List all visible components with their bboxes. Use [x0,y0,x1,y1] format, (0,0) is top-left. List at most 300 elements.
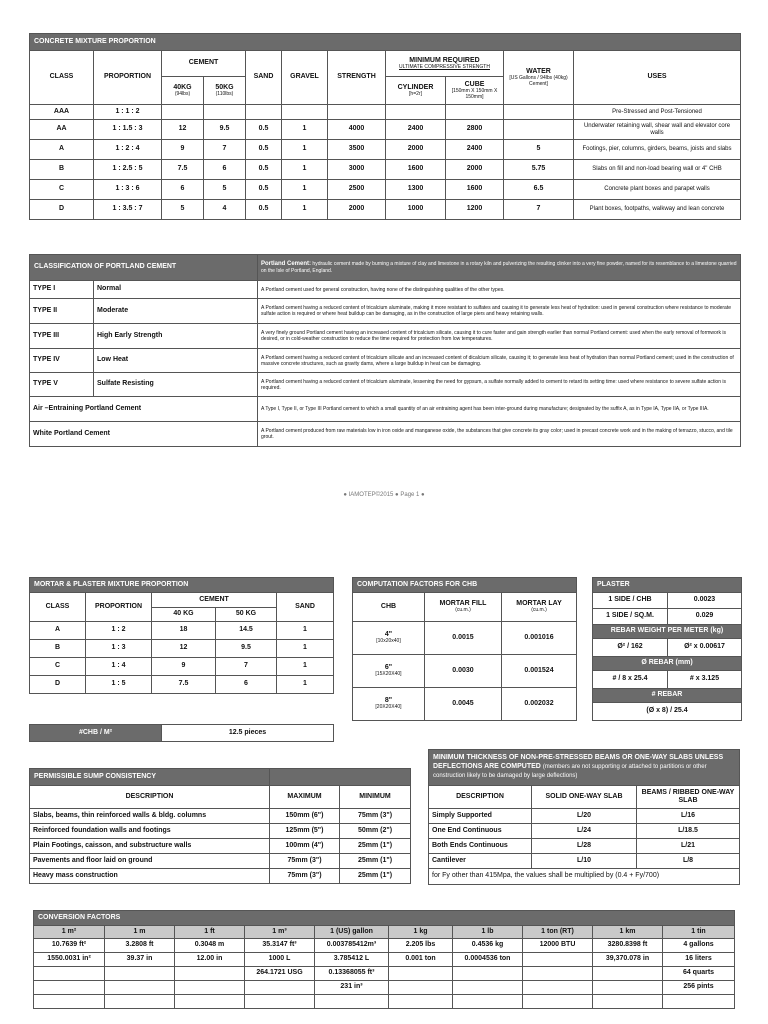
portland-row [30,373,741,397]
portland-name: Moderate [94,299,258,324]
conversion-cell [389,981,453,995]
mortar-col-class: CLASS [30,593,86,622]
portland-wide-desc: A Type I, Type II, or Type III Portland cement to which a small quantity of an air entraining agent has been inter-ground during manufacture; designated by the suffix A, as in Type IA, Type IIA, or Type IIIA. [258,397,741,422]
concrete-cell [282,105,328,120]
conversion-cell [663,995,735,1009]
col-gravel: GRAVEL [282,51,328,105]
rebar-no-formula: (Ø x 8) / 25.4 [593,703,742,721]
concrete-row [30,200,741,220]
concrete-cell: 1 [282,180,328,200]
slump-desc: Plain Footings, caisson, and substructure walls [30,839,270,854]
concrete-cell: Slabs on fill and non-load bearing wall or 4" CHB [574,160,741,180]
conversion-row [34,953,735,967]
chb-size-label: 4" [384,631,393,639]
mortar-col-sand: SAND [277,593,334,622]
concrete-cell: 5 [162,200,204,220]
chb-size-dims: [10x20x40] [376,638,401,645]
concrete-cell: 7 [504,200,574,220]
portland-row [30,324,741,349]
conversion-cell: 231 in³ [315,981,389,995]
slump-max: 100mm (4") [270,839,340,854]
concrete-cell: 2000 [386,140,446,160]
conversion-cell [453,981,523,995]
conversion-cell: 1550.0031 in² [34,953,105,967]
mortar-cell: 1 : 5 [86,676,152,694]
mortar-cell: 1 [277,658,334,676]
plaster-table [592,577,742,721]
mortar-title: MORTAR & PLASTER MIXTURE PROPORTION [30,578,334,593]
concrete-cell [504,105,574,120]
concrete-cell: 1200 [446,200,504,220]
mortar-col-50kg: 50 KG [216,608,277,622]
concrete-cell: 1 : 1 : 2 [94,105,162,120]
concrete-cell: 0.5 [246,160,282,180]
slump-min: 50mm (2") [340,824,411,839]
concrete-cell: 9 [162,140,204,160]
chb-fill: 0.0015 [425,622,502,655]
chb-col-chb: CHB [353,593,425,622]
chb-row [353,622,577,655]
concrete-cell: 1 : 3 : 6 [94,180,162,200]
concrete-cell: 5 [504,140,574,160]
conversion-col-header: 1 m³ [245,926,315,939]
concrete-cell: 1 : 3.5 : 7 [94,200,162,220]
concrete-cell: 2500 [328,180,386,200]
chb-lay: 0.002032 [502,688,577,721]
mortar-col-proportion: PROPORTION [86,593,152,622]
thickness-solid: L/10 [532,854,637,869]
portland-name: High Early Strength [94,324,258,349]
conversion-cell [105,967,175,981]
conversion-cell: 2.205 lbs [389,939,453,953]
conversion-cell [34,981,105,995]
conversion-title: CONVERSION FACTORS [34,911,735,926]
chb-col-lay: MORTAR LAY (cu.m.) [502,593,577,622]
mortar-cell: 7 [216,658,277,676]
slump-col-desc: DESCRIPTION [30,786,270,809]
thickness-row [429,809,740,824]
conversion-cell [389,995,453,1009]
chb-lay: 0.001016 [502,622,577,655]
conversion-cell [593,967,663,981]
conversion-cell: 10.7639 ft² [34,939,105,953]
chb-per-m2-label: #CHB / M² [30,725,162,742]
conversion-cell [523,953,593,967]
concrete-cell [162,105,204,120]
portland-name: Sulfate Resisting [94,373,258,397]
col-50kg: 50KG (110lbs) [204,77,246,105]
thickness-col-beams: BEAMS / RIBBED ONE-WAY SLAB [637,786,740,809]
thickness-title: MINIMUM THICKNESS OF NON-PRE-STRESSED BEAMS OR ONE-WAY SLABS UNLESS DEFLECTIONS ARE COMPUTED (members are not supporting or attached to partitions or other construction likely to be damaged by large deflections) [429,750,740,786]
mortar-cell: 6 [216,676,277,694]
concrete-cell: 1 : 2 : 4 [94,140,162,160]
slump-col-max: MAXIMUM [270,786,340,809]
chb-size-label: 6" [384,664,393,672]
concrete-cell: 1 : 2.5 : 5 [94,160,162,180]
conversion-col-header: 1 kg [389,926,453,939]
mortar-cell: 1 : 4 [86,658,152,676]
chb-size [353,622,425,655]
conversion-cell [523,981,593,995]
concrete-cell: 3000 [328,160,386,180]
col-sand: SAND [246,51,282,105]
slump-min: 75mm (3") [340,809,411,824]
portland-name: Low Heat [94,349,258,373]
conversion-cell [105,981,175,995]
conversion-cell [245,981,315,995]
concrete-cell: 2400 [386,120,446,140]
chb-row [353,655,577,688]
conversion-cell: 1000 L [245,953,315,967]
slump-row [30,839,411,854]
col-cylinder: CYLINDER [h=2r] [386,77,446,105]
mortar-col-cement: CEMENT [152,593,277,608]
concrete-cell: 1600 [386,160,446,180]
col-class: CLASS [30,51,94,105]
mortar-cell: D [30,676,86,694]
concrete-cell: 2400 [446,140,504,160]
concrete-cell: 0.5 [246,140,282,160]
concrete-cell: 2000 [446,160,504,180]
conversion-cell: 3280.8398 ft [593,939,663,953]
thickness-desc: Simply Supported [429,809,532,824]
concrete-cell: 7 [204,140,246,160]
conversion-cell: 35.3147 ft³ [245,939,315,953]
conversion-cell: 3.2808 ft [105,939,175,953]
slump-table [29,768,411,884]
mortar-table [29,577,334,694]
conversion-cell [34,967,105,981]
concrete-cell [204,105,246,120]
slump-desc: Slabs, beams, thin reinforced walls & bldg. columns [30,809,270,824]
conversion-cell: 39.37 in [105,953,175,967]
rebar-weight-f2: Ø² x 0.00617 [668,639,742,657]
concrete-cell: 0.5 [246,180,282,200]
conversion-col-header: 1 m² [34,926,105,939]
slump-max: 150mm (6") [270,809,340,824]
concrete-cell: 4000 [328,120,386,140]
concrete-cell: 2800 [446,120,504,140]
portland-title: CLASSIFICATION OF PORTLAND CEMENT [30,255,258,281]
conversion-col-header: 1 ton (RT) [523,926,593,939]
concrete-cell: B [30,160,94,180]
thickness-table [428,749,740,885]
portland-desc: A very finely ground Portland cement having an increased content of tricalcium silicate, causing it to cure faster and gain strength earlier than normal Portland cement: used when the early removal of formwork is desired, or in cold-weather construction to reduce the time required for protection from low temperatures. [258,324,741,349]
portland-row [30,281,741,299]
concrete-cell: 1 [282,160,328,180]
thickness-col-desc: DESCRIPTION [429,786,532,809]
chb-row [353,688,577,721]
portland-wide-desc: A Portland cement produced from raw materials low in iron oxide and manganese oxide, the substances that give concrete its gray color; used in precast concrete work and in the making of terrazzo, stucco, and tile grout. [258,422,741,447]
mortar-cell: A [30,622,86,640]
slump-row [30,869,411,884]
conversion-col-header: 1 (US) gallon [315,926,389,939]
mortar-cell: 14.5 [216,622,277,640]
thickness-row [429,824,740,839]
mortar-row [30,676,334,694]
conversion-cell: 0.4536 kg [453,939,523,953]
mortar-cell: 9 [152,658,216,676]
conversion-cell [175,995,245,1009]
slump-max: 75mm (3") [270,854,340,869]
rebar-mm-f1: # / 8 x 25.4 [593,671,668,689]
chb-size [353,655,425,688]
conversion-cell [245,995,315,1009]
concrete-cell [328,105,386,120]
concrete-cell: AAA [30,105,94,120]
col-40kg: 40KG (94lbs) [162,77,204,105]
conversion-cell: 0.0004536 ton [453,953,523,967]
chb-size-label: 8" [384,697,393,705]
conversion-cell: 39,370.078 in [593,953,663,967]
portland-wide-name: White Portland Cement [30,422,258,447]
conversion-cell: 64 quarts [663,967,735,981]
concrete-cell: 0.5 [246,120,282,140]
conversion-cell: 12.00 in [175,953,245,967]
thickness-desc: Cantilever [429,854,532,869]
rebar-mm-header: Ø REBAR (mm) [593,657,742,671]
concrete-cell [246,105,282,120]
concrete-table [29,33,741,220]
col-uses: USES [574,51,741,105]
thickness-col-solid: SOLID ONE-WAY SLAB [532,786,637,809]
mortar-row [30,658,334,676]
conversion-cell [523,967,593,981]
conversion-row [34,995,735,1009]
concrete-row [30,160,741,180]
concrete-cell: 5 [204,180,246,200]
concrete-cell: AA [30,120,94,140]
thickness-desc: Both Ends Continuous [429,839,532,854]
chb-table [352,577,577,721]
slump-row [30,824,411,839]
portland-name: Normal [94,281,258,299]
portland-wide-name: Air –Entraining Portland Cement [30,397,258,422]
portland-desc: A Portland cement having a reduced content of tricalcium aluminate, lessening the need for gypsum, a sulfate normally added to cement to retard its setting time: used where resistance to severe sulfate action is required. [258,373,741,397]
mortar-cell: 7.5 [152,676,216,694]
portland-type: TYPE I [30,281,94,299]
thickness-desc: One End Continuous [429,824,532,839]
concrete-cell: 1000 [386,200,446,220]
col-cement: CEMENT [162,51,246,77]
conversion-cell [389,967,453,981]
concrete-cell: 2000 [328,200,386,220]
thickness-row [429,839,740,854]
conversion-cell: 12000 BTU [523,939,593,953]
mortar-cell: 18 [152,622,216,640]
chb-per-m2-table [29,724,334,742]
slump-row [30,809,411,824]
conversion-cell: 264.1721 USG [245,967,315,981]
plaster-title: PLASTER [593,578,742,593]
conversion-cell: 0.13368055 ft³ [315,967,389,981]
col-proportion: PROPORTION [94,51,162,105]
thickness-beams: L/21 [637,839,740,854]
slump-title: PERMISSIBLE SUMP CONSISTENCY [30,769,270,786]
chb-size-dims: [15X20X40] [375,671,402,678]
mortar-cell: 12 [152,640,216,658]
portland-wide-row [30,422,741,447]
plaster-r2-label: 1 SIDE / SQ.M. [593,609,668,625]
slump-min: 25mm (1") [340,839,411,854]
thickness-solid: L/20 [532,809,637,824]
concrete-cell: 1 [282,120,328,140]
portland-row [30,349,741,373]
mortar-cell: 1 : 2 [86,622,152,640]
concrete-row [30,180,741,200]
chb-col-fill: MORTAR FILL (cu.m.) [425,593,502,622]
concrete-cell: 7.5 [162,160,204,180]
col-strength: STRENGTH [328,51,386,105]
thickness-beams: L/16 [637,809,740,824]
mortar-cell: 1 : 3 [86,640,152,658]
concrete-cell: Underwater retaining wall, shear wall and elevator core walls [574,120,741,140]
conversion-col-header: 1 tin [663,926,735,939]
concrete-cell: A [30,140,94,160]
mortar-col-40kg: 40 KG [152,608,216,622]
conversion-table [33,910,735,1009]
concrete-cell: 3500 [328,140,386,160]
rebar-weight-header: REBAR WEIGHT PER METER (kg) [593,625,742,639]
concrete-cell: C [30,180,94,200]
concrete-cell [446,105,504,120]
chb-per-m2-value: 12.5 pieces [162,725,334,742]
conversion-cell: 16 liters [663,953,735,967]
thickness-note: for Fy other than 415Mpa, the values shall be multiplied by (0.4 + Fy/700) [429,869,740,885]
conversion-row [34,967,735,981]
rebar-no-header: # REBAR [593,689,742,703]
slump-col-min: MINIMUM [340,786,411,809]
conversion-cell: 0.003785412m³ [315,939,389,953]
concrete-row [30,120,741,140]
concrete-title: CONCRETE MIXTURE PROPORTION [30,34,741,51]
portland-table [29,254,741,447]
conversion-cell [593,981,663,995]
conversion-cell: 4 gallons [663,939,735,953]
slump-min: 25mm (1") [340,869,411,884]
conversion-cell [105,995,175,1009]
conversion-cell: 0.001 ton [389,953,453,967]
conversion-cell [593,995,663,1009]
slump-desc: Reinforced foundation walls and footings [30,824,270,839]
chb-size [353,688,425,721]
concrete-row [30,140,741,160]
concrete-cell: Pre-Stressed and Post-Tensioned [574,105,741,120]
thickness-beams: L/8 [637,854,740,869]
mortar-cell: 1 [277,676,334,694]
thickness-row [429,854,740,869]
portland-desc: A Portland cement having a reduced content of tricalcium silicate and an increased content of dicalcium silicate, causing it; to generate less heat of hydration than normal Portland cement; used in the construction of massive concrete structures, such as gravity dams, where a large buildup in heat can be damaging. [258,349,741,373]
concrete-cell: D [30,200,94,220]
slump-row [30,854,411,869]
chb-size-dims: [20X20X40] [375,704,402,711]
conversion-cell [453,967,523,981]
plaster-r1-value: 0.0023 [668,593,742,609]
conversion-cell: 0.3048 m [175,939,245,953]
concrete-cell: 0.5 [246,200,282,220]
conversion-cell [175,981,245,995]
slump-desc: Heavy mass construction [30,869,270,884]
concrete-cell: 1 [282,200,328,220]
concrete-cell: 1600 [446,180,504,200]
mortar-cell: 1 [277,640,334,658]
slump-max: 75mm (3") [270,869,340,884]
mortar-cell: C [30,658,86,676]
col-water: WATER [US Gallons / 94lbs (40kg) Cement] [504,51,574,105]
concrete-cell: 9.5 [204,120,246,140]
portland-desc: A Portland cement having a reduced content of tricalcium aluminate, making it more resistant to sulfates and causing it to generate less heat of hydration: used in general construction where resistance to moderate sulfate action is required or where heat buildup can be damaging, as in the construction of large piers and heavy retaining walls. [258,299,741,324]
plaster-r1-label: 1 SIDE / CHB [593,593,668,609]
rebar-weight-f1: Ø² / 162 [593,639,668,657]
concrete-cell: 1300 [386,180,446,200]
portland-desc: A Portland cement used for general construction, having none of the distinguishing qualities of the other types. [258,281,741,299]
portland-type: TYPE III [30,324,94,349]
conversion-col-header: 1 ft [175,926,245,939]
slump-max: 125mm (5") [270,824,340,839]
concrete-cell: 1 : 1.5 : 3 [94,120,162,140]
mortar-cell: B [30,640,86,658]
conversion-cell [523,995,593,1009]
conversion-col-header: 1 m [105,926,175,939]
conversion-cell [175,967,245,981]
concrete-cell [504,120,574,140]
chb-title: COMPUTATION FACTORS FOR CHB [353,578,577,593]
slump-desc: Pavements and floor laid on ground [30,854,270,869]
conversion-row [34,939,735,953]
concrete-cell [386,105,446,120]
portland-type: TYPE IV [30,349,94,373]
chb-fill: 0.0045 [425,688,502,721]
concrete-cell: 6 [162,180,204,200]
concrete-cell: 6 [204,160,246,180]
conversion-cell [453,995,523,1009]
portland-wide-row [30,397,741,422]
chb-fill: 0.0030 [425,655,502,688]
portland-row [30,299,741,324]
mortar-row [30,622,334,640]
concrete-cell: Footings, pier, columns, girders, beams, joists and slabs [574,140,741,160]
portland-type: TYPE V [30,373,94,397]
conversion-cell: 3.785412 L [315,953,389,967]
conversion-cell [315,995,389,1009]
mortar-row [30,640,334,658]
mortar-cell: 9.5 [216,640,277,658]
concrete-cell: 4 [204,200,246,220]
portland-definition: Portland Cement: hydraulic cement made by burning a mixture of clay and limestone in a rotary kiln and pulverizing the resulting clinker into a very fine powder, named for its resemblance to a limestone quarried on the Isle of Portland, England. [258,255,741,281]
mortar-cell: 1 [277,622,334,640]
rebar-mm-f2: # x 3.125 [668,671,742,689]
concrete-cell: 6.5 [504,180,574,200]
conversion-col-header: 1 lb [453,926,523,939]
concrete-cell: 5.75 [504,160,574,180]
concrete-cell: 1 [282,140,328,160]
page-footer: ● IAMOTEP©2015 ● Page 1 ● [343,492,425,498]
conversion-col-header: 1 km [593,926,663,939]
slump-min: 25mm (1") [340,854,411,869]
conversion-cell [34,995,105,1009]
plaster-r2-value: 0.029 [668,609,742,625]
conversion-cell: 256 pints [663,981,735,995]
concrete-cell: Concrete plant boxes and parapet walls [574,180,741,200]
thickness-solid: L/24 [532,824,637,839]
concrete-row [30,105,741,120]
concrete-cell: 12 [162,120,204,140]
concrete-cell: Plant boxes, footpaths, walkway and lean concrete [574,200,741,220]
col-min-required: MINIMUM REQUIRED ULTIMATE COMPRESSIVE STRENGTH [386,51,504,77]
portland-type: TYPE II [30,299,94,324]
conversion-row [34,981,735,995]
chb-lay: 0.001524 [502,655,577,688]
